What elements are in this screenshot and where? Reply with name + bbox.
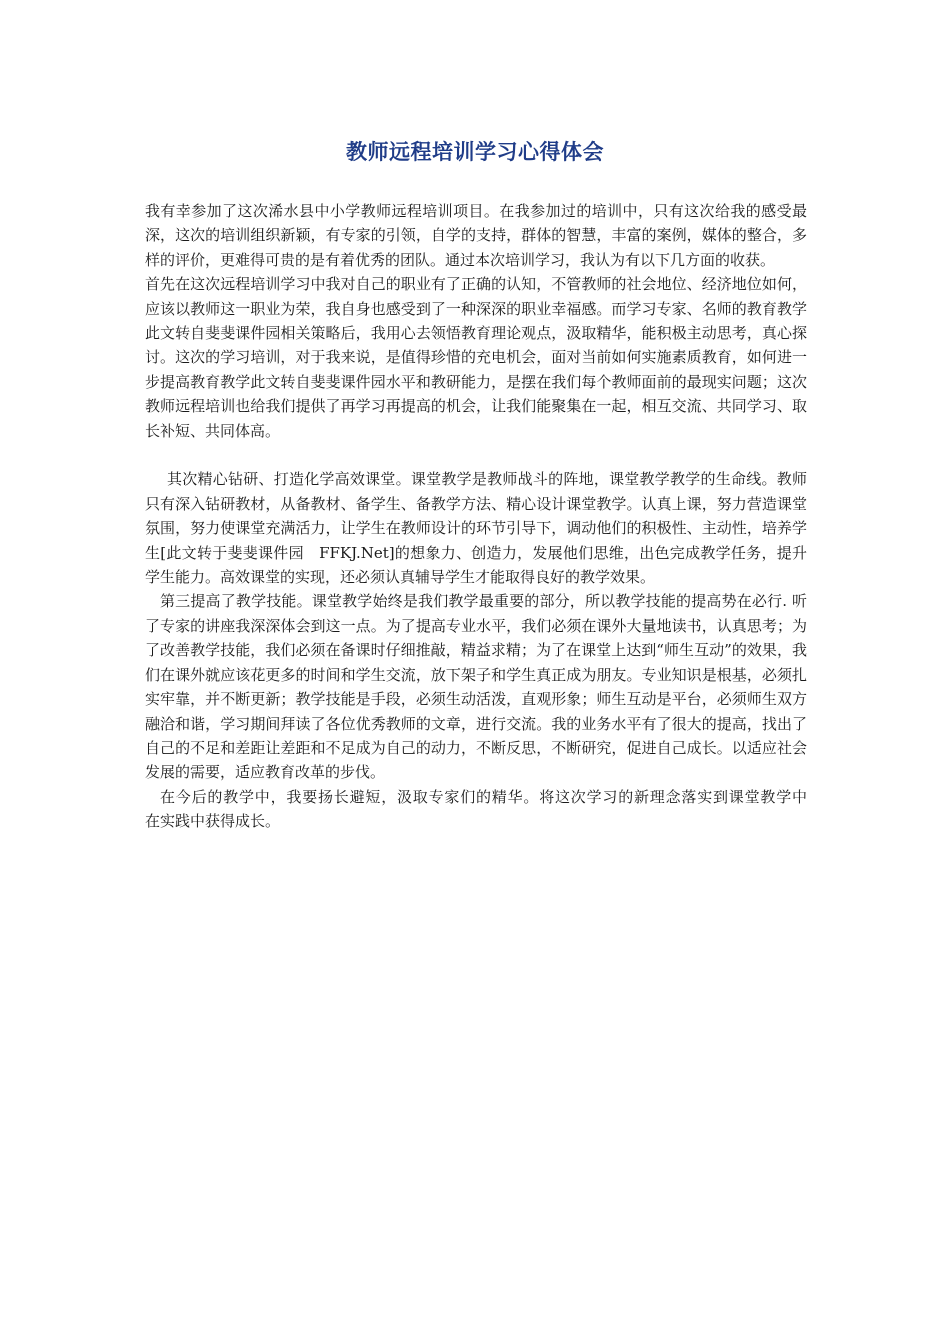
paragraph-spacer (145, 443, 807, 467)
document-body (145, 199, 838, 834)
paragraph-first-point: 首先在这次远程培训学习中我对自己的职业有了正确的认知，不管教师的社会地位、经济地位如何，应该以教师这一职业为荣，我自身也感受到了一种深深的职业幸福感。而学习专家、名师的教育教学此文转自斐斐课件园相关策略后，我用心去领悟教育理论观点，汲取精华，能积极主动思考，真心探讨。这次的学习培训，对于我来说，是值得珍惜的充电机会，面对当前如何实施素质教育，如何进一步提高教育教学此文转自斐斐课件园水平和教研能力，是摆在我们每个教师面前的最现实问题；这次教师远程培训也给我们提供了再学习再提高的机会，让我们能聚集在一起，相互交流、共同学习、取长补短、共同体高。 (145, 275, 807, 440)
document-title: 教师远程培训学习心得体会 (346, 140, 604, 164)
paragraph-conclusion: 在今后的教学中，我要扬长避短，汲取专家们的精华。将这次学习的新理念落实到课堂教学中 在实践中获得成长。 (145, 787, 838, 831)
paragraph-intro: 我有幸参加了这次浠水县中小学教师远程培训项目。在我参加过的培训中，只有这次给我的感受最深，这次的培训组织新颖，有专家的引领，自学的支持，群体的智慧，丰富的案例，媒体的整合，多样的评价，更难得可贵的是有着优秀的团队。通过本次培训学习，我认为有以下几方面的收获。 (145, 202, 807, 269)
paragraph-second-point: 其次精心钻研、打造化学高效课堂。课堂教学是教师战斗的阵地，课堂教学教学的生命线。教师只有深入钻研教材，从备教材、备学生、备教学方法、精心设计课堂教学。认真上课，努力营造课堂氛围，努力使课堂充满活力，让学生在教师设计的环节引导下，调动他们的积极性、主动性，培养学生[此文转于斐斐课件园 FFKJ.Net]的想象力、创造力，发展他们思维，出色完成教学任务，提升学生能力。高效课堂的实现，还必须认真辅导学生才能取得良好的教学效果。 (145, 470, 807, 587)
paragraph-third-point: 第三提高了教学技能。课堂教学始终是我们教学最重要的部分，所以教学技能的提高势在必行. 听了专家的讲座我深深体会到这一点。为了提高专业水平，我们必须在课外大量地读书，认真思考；为了改善教学技能，我们必须在备课时仔细推敲，精益求精；为了在课堂上达到“师生互动”的效果，我们在课外就应该花更多的时间和学生交流，放下架子和学生真正成为朋友。专业知识是根基，必须扎实牢靠，并不断更新；教学技能是手段，必须生动活泼，直观形象；师生互动是平台，必须师生双方融洽和谐，学习期间拜读了各位优秀教师的文章，进行交流。我的业务水平有了很大的提高，找出了自己的不足和差距让差距和不足成为自己的动力，不断反思，不断研究，促进自己成长。以适应社会发展的需要，适应教育改革的步伐。 (145, 592, 807, 782)
